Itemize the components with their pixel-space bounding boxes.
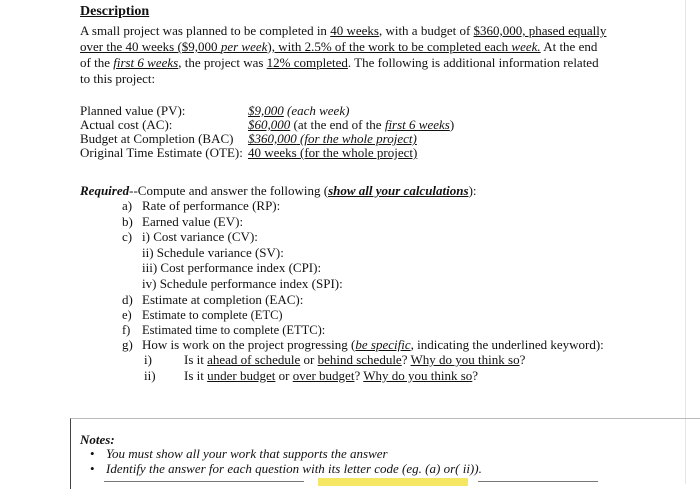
intro-text: At the end (540, 39, 598, 54)
intro-text: of the (80, 55, 114, 70)
intro-line-3 (80, 55, 599, 71)
note-item-2 (90, 461, 482, 477)
question-keyword: Why do you think so (363, 368, 473, 383)
intro-underlined: per week (220, 39, 268, 54)
question-marker: b) (122, 214, 133, 229)
question-c (122, 229, 258, 245)
info-value: 40 weeks (for the whole project) (248, 145, 418, 160)
question-marker: c) (122, 229, 133, 244)
question-c-iii: iii) Cost performance index (CPI): (142, 260, 322, 275)
required-label: Required (80, 183, 130, 198)
question-text: Estimate to complete (ETC) (142, 308, 283, 322)
question-c-ii: ii) Schedule variance (SV): (142, 245, 284, 260)
question-g-ii (144, 368, 478, 384)
question-marker: i) (144, 352, 152, 367)
info-label: Original Time Estimate (OTE): (80, 145, 243, 160)
question-text: ? (401, 352, 411, 367)
question-text: ? (354, 368, 364, 383)
info-label: Actual cost (AC): (80, 117, 173, 132)
intro-underlined: week. (511, 39, 541, 54)
page-edge (685, 0, 686, 484)
info-label: Planned value (PV): (80, 103, 186, 118)
question-a (122, 198, 280, 214)
question-g-i (144, 352, 525, 368)
question-c-iv: iv) Schedule performance index (SPI): (142, 276, 343, 291)
question-text: or (275, 368, 293, 383)
bullet-icon: • (90, 461, 95, 476)
question-g (122, 337, 604, 353)
question-text: Is it (184, 368, 208, 383)
intro-text: A small project was planned to be completed in (80, 23, 331, 38)
question-keyword: ahead of schedule (207, 352, 301, 367)
intro-underlined: $360,000, phased equally (473, 23, 607, 38)
question-text: Rate of performance (RP): (142, 198, 281, 213)
info-value-note: (for the whole project) (296, 131, 417, 146)
intro-text: . The following is additional information related (347, 55, 599, 70)
question-marker: a) (122, 198, 133, 213)
question-text: Estimated time to complete (ETTC): (142, 323, 326, 337)
question-text: How is work on the project progressing ( (142, 337, 356, 352)
question-text: Is it (184, 352, 208, 367)
question-marker: ii) (144, 368, 156, 383)
question-e (122, 307, 283, 323)
required-text: --Compute and answer the following ( (129, 183, 329, 198)
intro-text: , with a budget of (378, 23, 474, 38)
intro-underlined: ), with 2.5% of the work to be completed each (267, 39, 512, 54)
highlighted-text-fragment (318, 478, 468, 486)
intro-line-1 (80, 23, 606, 39)
question-text: ? (472, 368, 479, 383)
question-d (122, 292, 303, 308)
question-keyword: under budget (207, 368, 276, 383)
notes-title: Notes: (80, 432, 115, 447)
info-value-amount: $60,000 (248, 117, 291, 132)
intro-line-2 (80, 39, 597, 55)
note-item-1 (90, 446, 388, 462)
info-value-amount: $9,000 (248, 103, 284, 118)
intro-underlined: 40 weeks (330, 23, 379, 38)
intro-underlined: first 6 weeks (113, 55, 179, 70)
intro-text: , the project was (178, 55, 267, 70)
question-keyword: behind schedule (317, 352, 402, 367)
info-value-note: (each week) (283, 103, 350, 118)
required-text: ): (468, 183, 477, 198)
intro-underlined: over the 40 weeks ($9,000 (80, 39, 221, 54)
question-text: Estimate at completion (EAC): (142, 292, 304, 307)
question-keyword: Why do you think so (410, 352, 520, 367)
question-marker: e) (122, 308, 132, 322)
question-text: ? (519, 352, 526, 367)
info-value-note: (at the end of the (290, 117, 385, 132)
cut-off-text-line (478, 481, 598, 482)
intro-line-4: to this project: (80, 71, 156, 86)
required-emphasis: show all your calculations (328, 183, 469, 198)
intro-underlined: 12% completed (266, 55, 348, 70)
info-label: Budget at Completion (BAC) (80, 131, 234, 146)
question-marker: g) (122, 337, 133, 352)
question-b (122, 214, 243, 230)
cut-off-text-line (104, 481, 304, 482)
question-text: i) Cost variance (CV): (142, 229, 258, 244)
question-keyword: over budget (292, 368, 355, 383)
info-value-note: first 6 weeks (384, 117, 450, 132)
required-line (80, 183, 477, 199)
question-f (122, 322, 325, 338)
question-text: Earned value (EV): (142, 214, 244, 229)
note-text: Identify the answer for each question with its letter code (eg. (a) or( ii)). (106, 461, 482, 476)
question-text: or (300, 352, 318, 367)
note-text: You must show all your work that supports the answer (106, 446, 388, 461)
info-value-note: ) (449, 117, 455, 132)
page-heading: Description (80, 4, 150, 19)
bullet-icon: • (90, 446, 95, 461)
question-marker: d) (122, 292, 133, 307)
question-marker: f) (122, 323, 131, 337)
question-emphasis: be specific (355, 337, 411, 352)
question-text: , indicating the underlined keyword): (410, 337, 604, 352)
info-value-amount: $360,000 (248, 131, 297, 146)
